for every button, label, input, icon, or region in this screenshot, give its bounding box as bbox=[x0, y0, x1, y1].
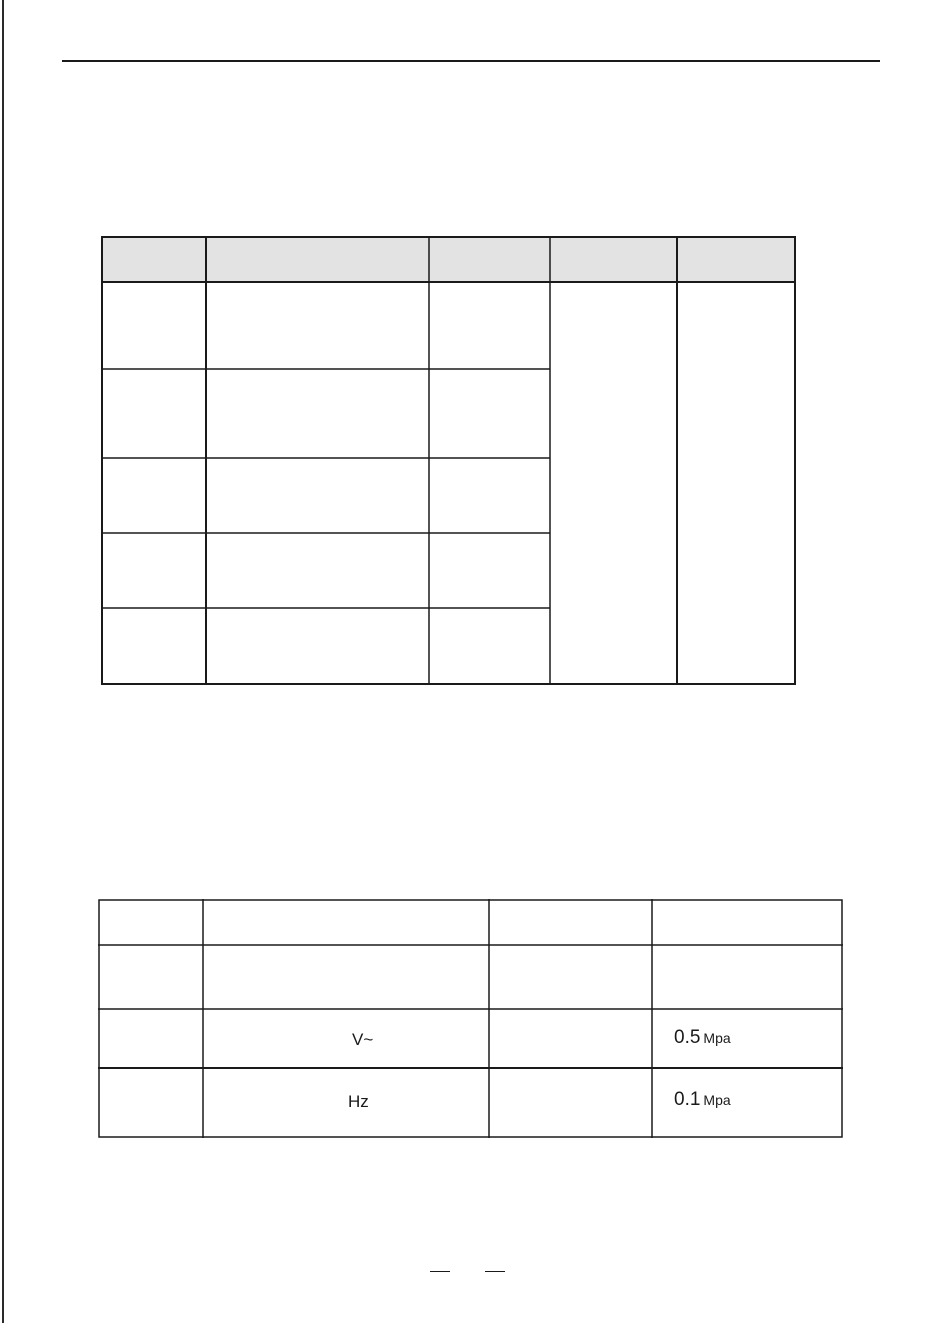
specs-table bbox=[98, 899, 843, 1138]
parts-table bbox=[101, 236, 796, 685]
frequency-unit: Hz bbox=[348, 1092, 369, 1111]
pressure-min-value: 0.1 bbox=[674, 1089, 701, 1110]
voltage-unit: V~ bbox=[352, 1030, 374, 1049]
pressure-min-unit: Mpa bbox=[703, 1092, 731, 1108]
parts-table-grid bbox=[101, 236, 796, 685]
pressure-min bbox=[674, 1091, 731, 1109]
pressure-max bbox=[674, 1029, 731, 1047]
footer-dash-right bbox=[485, 1271, 505, 1272]
page-left-edge bbox=[2, 0, 4, 1323]
specs-table-grid bbox=[98, 899, 843, 1138]
footer-dash-left bbox=[430, 1271, 450, 1272]
pressure-max-unit: Mpa bbox=[703, 1030, 731, 1046]
pressure-max-value: 0.5 bbox=[674, 1027, 701, 1048]
header-rule bbox=[62, 60, 880, 62]
